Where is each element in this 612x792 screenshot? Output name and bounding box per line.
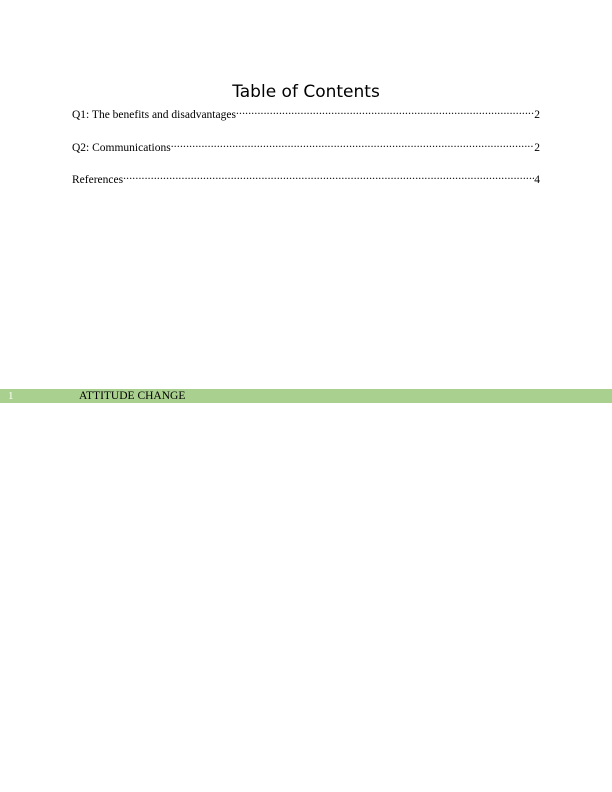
page-number: 1 (8, 390, 14, 402)
toc-entry-label: References (72, 174, 124, 186)
running-head: ATTITUDE CHANGE (79, 390, 186, 402)
toc-entry-page: 4 (534, 174, 540, 186)
toc-entry[interactable] (72, 104, 540, 121)
toc-entry[interactable] (72, 137, 540, 154)
toc-entry-label: Q2: Communications (72, 141, 171, 154)
toc-dot-leader (123, 169, 534, 183)
toc-title: Table of Contents (232, 82, 380, 102)
toc-entry-page: 2 (534, 141, 540, 154)
page-header-band (0, 389, 612, 403)
toc-list (72, 104, 540, 202)
toc-entry[interactable] (72, 169, 540, 186)
toc-dot-leader (171, 137, 535, 151)
toc-entry-page: 2 (534, 109, 540, 121)
toc-dot-leader (236, 104, 534, 118)
toc-entry-label: Q1: The benefits and disadvantages (72, 109, 236, 121)
